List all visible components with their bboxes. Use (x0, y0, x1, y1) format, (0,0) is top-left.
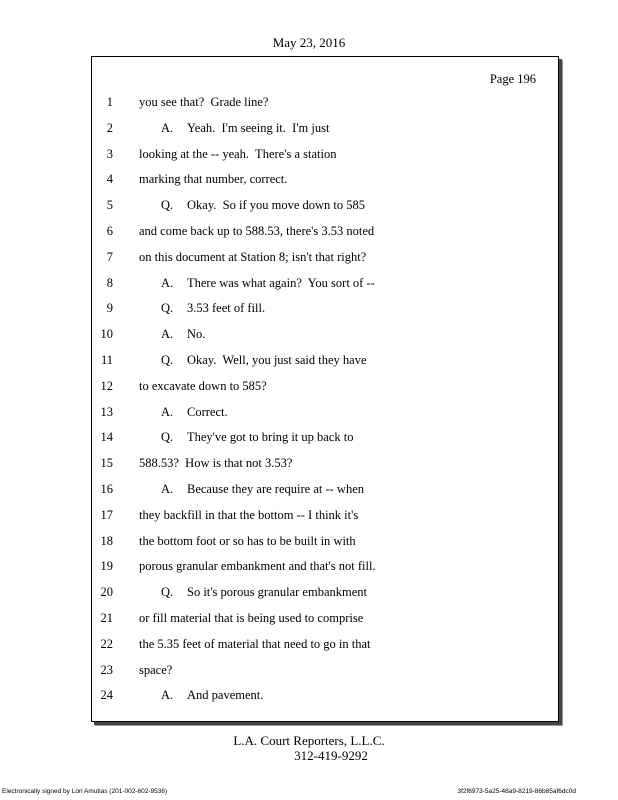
line-number: 3 (106, 146, 113, 161)
line-number: 17 (100, 507, 113, 522)
line-text: No. (187, 327, 206, 342)
line-number: 16 (100, 481, 113, 496)
transcript-line (139, 93, 549, 119)
speaker-label: Q. (161, 301, 174, 316)
speaker-label: Q. (161, 430, 174, 445)
line-text: you see that? Grade line? (139, 95, 269, 109)
transcript-line (139, 325, 549, 351)
line-text: marking that number, correct. (139, 172, 288, 187)
line-text: Okay. Well, you just said they have (187, 352, 367, 367)
footer (0, 733, 618, 763)
line-text: There was what again? You sort of -- (187, 275, 375, 290)
line-text: porous granular embankment and that's not fill. (139, 559, 376, 574)
transcript-line (139, 248, 549, 274)
line-text: Okay. So if you move down to 585 (187, 198, 365, 213)
line-text: and come back up to 588.53, there's 3.53 noted (139, 223, 375, 238)
transcript-line (139, 454, 549, 480)
line-number: 8 (106, 275, 113, 290)
line-text: Yeah. I'm seeing it. I'm just (187, 120, 330, 135)
transcript-line (139, 557, 549, 583)
transcript-line (139, 119, 549, 145)
transcript-line (139, 609, 549, 635)
line-number: 10 (100, 327, 113, 342)
line-number: 21 (100, 610, 113, 625)
transcript-line (139, 170, 549, 196)
transcript-line (139, 377, 549, 403)
line-text: And pavement. (187, 688, 264, 703)
line-number: 9 (106, 301, 113, 316)
line-number: 19 (100, 559, 113, 574)
document-hash: 3f2f6973-5a25-48a9-8219-86b85af6dc0d (457, 788, 576, 795)
speaker-label: Q. (161, 585, 174, 600)
signature-text: Electronically signed by Lori Amutias (201-002-602-9536) (2, 788, 168, 795)
transcript-line (139, 299, 549, 325)
speaker-label: A. (161, 688, 174, 703)
line-number: 1 (106, 95, 113, 109)
line-number: 7 (106, 249, 113, 264)
transcript-line (139, 428, 549, 454)
line-number: 5 (106, 198, 113, 213)
line-text: 3.53 feet of fill. (187, 301, 266, 316)
footer-company: L.A. Court Reporters, L.L.C. (233, 733, 385, 748)
line-number: 6 (106, 223, 113, 238)
line-number: 20 (100, 585, 113, 600)
line-number-column (91, 93, 127, 712)
transcript-line (139, 583, 549, 609)
line-text: they backfill in that the bottom -- I think it's (139, 507, 359, 522)
line-number: 4 (106, 172, 113, 187)
line-text: the bottom foot or so has to be built in with (139, 533, 356, 548)
transcript-lines (139, 93, 549, 712)
line-text: space? (139, 662, 173, 677)
speaker-label: A. (161, 275, 174, 290)
line-text: on this document at Station 8; isn't that right? (139, 249, 367, 264)
line-text: They've got to bring it up back to (187, 430, 354, 445)
speaker-label: A. (161, 120, 174, 135)
speaker-label: A. (161, 404, 174, 419)
transcript-line (139, 222, 549, 248)
line-text: or fill material that is being used to comprise (139, 610, 364, 625)
page-number: Page 196 (489, 72, 536, 86)
speaker-label: A. (161, 327, 174, 342)
line-text: to excavate down to 585? (139, 378, 267, 393)
line-text: 588.53? How is that not 3.53? (139, 456, 293, 471)
line-text: Correct. (187, 404, 228, 419)
transcript-line (139, 635, 549, 661)
line-number: 13 (100, 404, 113, 419)
speaker-label: Q. (161, 352, 174, 367)
transcript-line (139, 661, 549, 687)
line-number: 11 (100, 352, 113, 367)
line-number: 18 (100, 533, 113, 548)
line-number: 12 (100, 378, 113, 393)
transcript-line (139, 686, 549, 712)
speaker-label: Q. (161, 198, 174, 213)
line-number: 23 (100, 662, 113, 677)
line-text: So it's porous granular embankment (187, 585, 367, 600)
transcript-line (139, 506, 549, 532)
line-text: Because they are require at -- when (187, 481, 364, 496)
transcript-line (139, 480, 549, 506)
transcript-line (139, 274, 549, 300)
transcript-line (139, 403, 549, 429)
transcript-line (139, 351, 549, 377)
footer-phone: 312-419-9292 (294, 748, 368, 763)
transcript-line (139, 532, 549, 558)
header-date: May 23, 2016 (272, 35, 346, 50)
line-number: 24 (100, 688, 113, 703)
line-text: looking at the -- yeah. There's a station (139, 146, 337, 161)
line-number: 22 (100, 636, 113, 651)
line-number: 15 (100, 456, 113, 471)
transcript-line (139, 196, 549, 222)
line-number: 2 (106, 120, 113, 135)
transcript-line (139, 145, 549, 171)
speaker-label: A. (161, 481, 174, 496)
line-text: the 5.35 feet of material that need to go in that (139, 636, 371, 651)
line-number: 14 (100, 430, 113, 445)
